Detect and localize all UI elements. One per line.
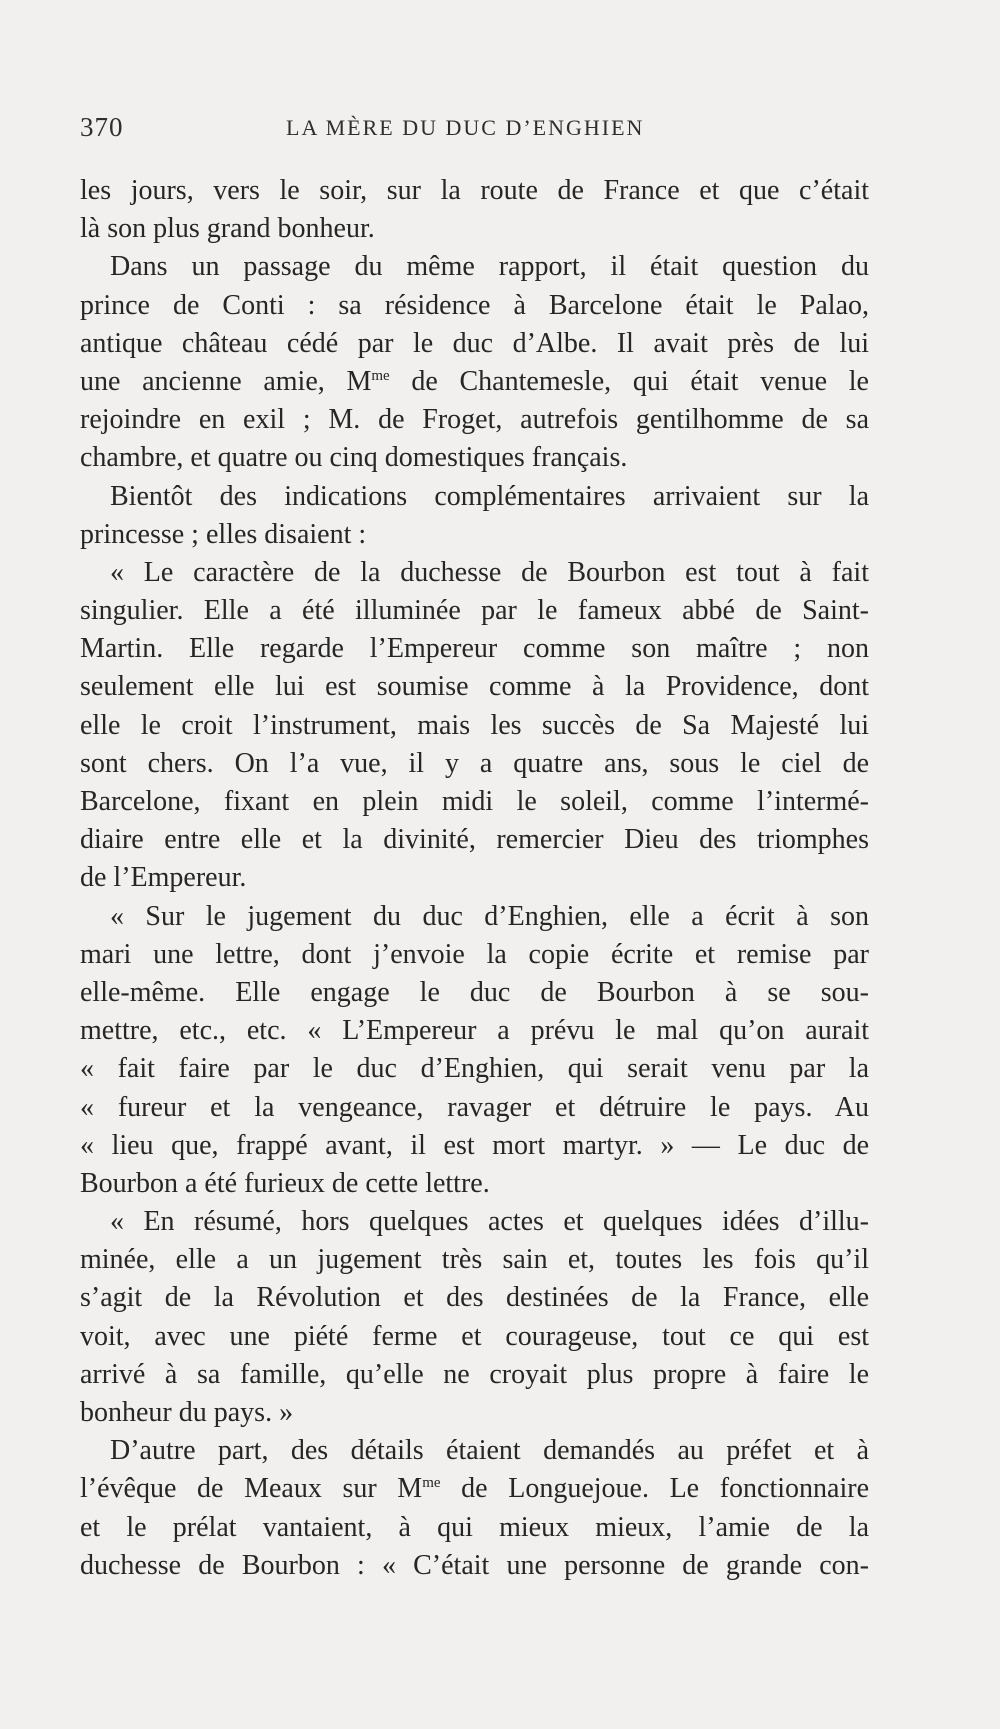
text-line: Barcelone, fixant en plein midi le soleil, comme l’intermé- bbox=[80, 786, 869, 817]
text-line: prince de Conti : sa résidence à Barcelone était le Palao, bbox=[80, 289, 869, 321]
text-line: « fait faire par le duc d’Enghien, qui serait venu par la bbox=[80, 1053, 869, 1085]
text-run: de Chantemesle, qui était venue le bbox=[389, 365, 869, 397]
page-number: 370 bbox=[80, 112, 124, 142]
text-line: et le prélat vantaient, à qui mieux mieux, l’amie de la bbox=[80, 1511, 869, 1543]
text-line: là son plus grand bonheur. bbox=[80, 213, 375, 245]
text-line: singulier. Elle a été illuminée par le fameux abbé de Saint- bbox=[80, 595, 869, 627]
text-line: s’agit de la Révolution et des destinées de la France, elle bbox=[80, 1282, 869, 1314]
text-line: sont chers. On l’a vue, il y a quatre ans, sous le ciel de bbox=[80, 747, 869, 779]
superscript: me bbox=[422, 1475, 441, 1492]
text-line: « Le caractère de la duchesse de Bourbon est tout à fait bbox=[110, 556, 869, 588]
text-line: bonheur du pays. » bbox=[80, 1397, 294, 1428]
superscript: me bbox=[371, 367, 390, 384]
text-line: mettre, etc., etc. « L’Empereur a prévu le mal qu’on aurait bbox=[80, 1015, 869, 1047]
text-line: rejoindre en exil ; M. de Froget, autrefois gentilhomme de sa bbox=[80, 404, 869, 436]
text-line: Bourbon a été furieux de cette lettre. bbox=[80, 1167, 490, 1199]
text-line: Bientôt des indications complémentaires arrivaient sur la bbox=[110, 480, 869, 512]
running-head bbox=[80, 112, 860, 152]
text-line: diaire entre elle et la divinité, remercier Dieu des triomphes bbox=[80, 824, 869, 856]
text-line: elle le croit l’instrument, mais les succès de Sa Majesté lui bbox=[80, 709, 869, 741]
text-line: elle-même. Elle engage le duc de Bourbon à se sou- bbox=[80, 976, 869, 1008]
text-line: duchesse de Bourbon : « C’était une personne de grande con- bbox=[80, 1549, 869, 1581]
text-line: « En résumé, hors quelques actes et quelques idées d’illu- bbox=[110, 1206, 869, 1238]
text-run: une ancienne amie, M bbox=[80, 365, 372, 397]
running-title: LA MÈRE DU DUC D’ENGHIEN bbox=[286, 115, 645, 140]
text-line bbox=[80, 363, 869, 401]
text-line: de l’Empereur. bbox=[80, 862, 247, 894]
text-line: princesse ; elles disaient : bbox=[80, 518, 367, 550]
text-line: seulement elle lui est soumise comme à la Providence, dont bbox=[80, 671, 869, 703]
text-line: les jours, vers le soir, sur la route de France et que c’était bbox=[80, 175, 869, 206]
text-line: « lieu que, frappé avant, il est mort martyr. » — Le duc de bbox=[80, 1129, 869, 1161]
text-line: Dans un passage du même rapport, il était question du bbox=[110, 251, 869, 283]
text-line: « Sur le jugement du duc d’Enghien, elle a écrit à son bbox=[110, 900, 869, 932]
text-line: chambre, et quatre ou cinq domestiques français. bbox=[80, 442, 628, 474]
text-line: minée, elle a un jugement très sain et, toutes les fois qu’il bbox=[80, 1244, 869, 1276]
text-line: mari une lettre, dont j’envoie la copie écrite et remise par bbox=[80, 938, 869, 970]
text-line: « fureur et la vengeance, ravager et détruire le pays. Au bbox=[80, 1091, 869, 1123]
text-line: Martin. Elle regarde l’Empereur comme son maître ; non bbox=[80, 633, 869, 665]
text-line: D’autre part, des détails étaient demandés au préfet et à bbox=[110, 1435, 869, 1467]
text-line: arrivé à sa famille, qu’elle ne croyait plus propre à faire le bbox=[80, 1358, 869, 1390]
text-run: de Longuejoue. Le fonctionnaire bbox=[440, 1473, 870, 1505]
text-line: voit, avec une piété ferme et courageuse, tout ce qui est bbox=[80, 1320, 869, 1352]
text-line bbox=[80, 1470, 869, 1508]
body-text bbox=[80, 172, 869, 1585]
text-run: l’évêque de Meaux sur M bbox=[80, 1473, 423, 1505]
text-line: antique château cédé par le duc d’Albe. Il avait près de lui bbox=[80, 327, 869, 359]
